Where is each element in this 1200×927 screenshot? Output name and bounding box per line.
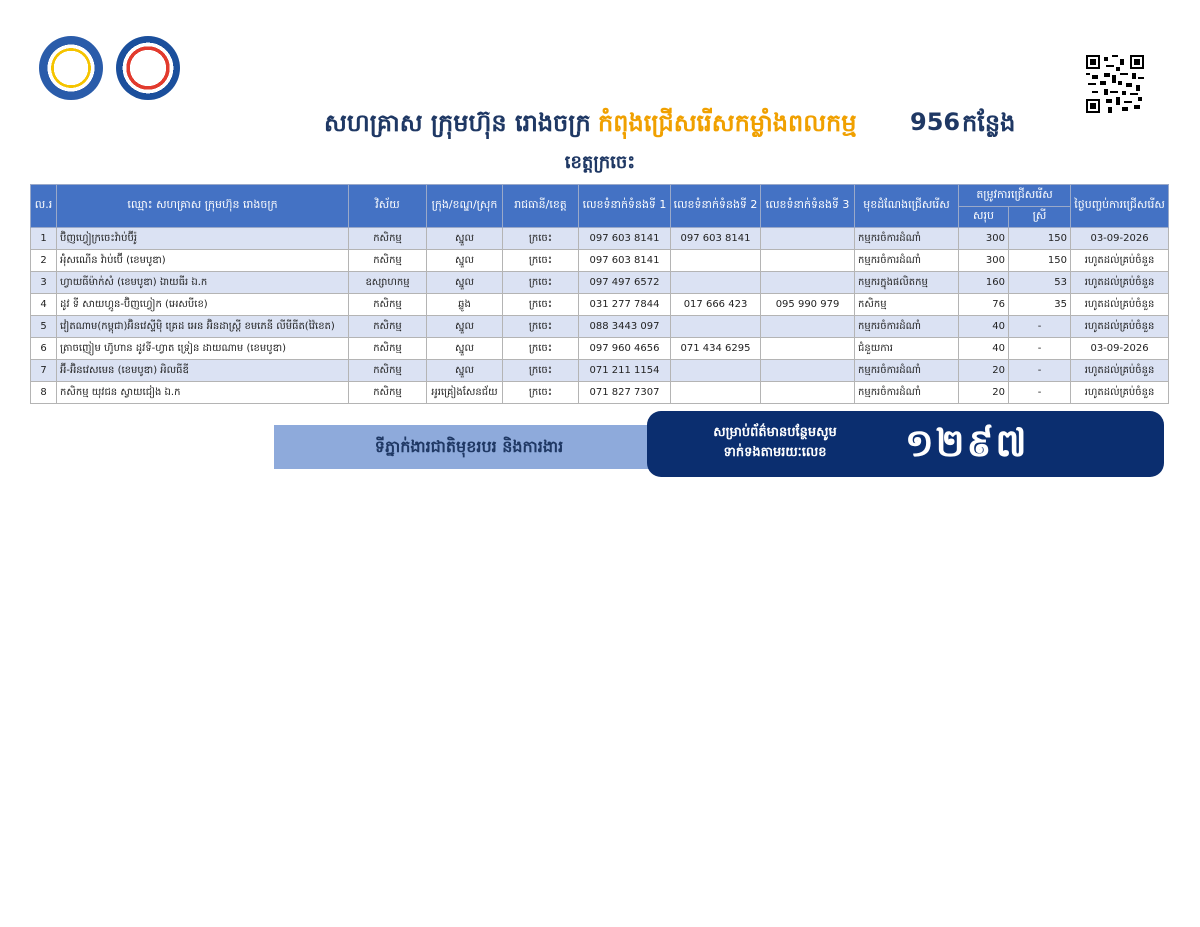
cell-female: -: [1009, 338, 1071, 360]
cell-deadline: រហូតដល់គ្រប់ចំនួន: [1071, 294, 1169, 316]
cell-phone2: [671, 316, 761, 338]
cell-total: 20: [959, 360, 1009, 382]
cell-district: អូរគ្រៀងសែនជ័យ: [427, 382, 503, 404]
col-no: ល.រ: [31, 185, 57, 228]
cell-district: ស្នួល: [427, 360, 503, 382]
cell-total: 40: [959, 316, 1009, 338]
cell-phone2: [671, 360, 761, 382]
hotline-box[interactable]: [647, 411, 1164, 477]
cell-phone1: 031 277 7844: [579, 294, 671, 316]
cell-position: កសិកម្ម: [855, 294, 959, 316]
cell-phone1: 071 211 1154: [579, 360, 671, 382]
page-title: [0, 108, 1200, 144]
cell-deadline: រហូតដល់គ្រប់ចំនួន: [1071, 360, 1169, 382]
col-total: សរុប: [959, 207, 1009, 228]
cell-sector: កសិកម្ម: [349, 338, 427, 360]
cell-name: អ៊ី-អ៊ិនវេសមេន (ខេមបូឌា) អិលធីឌី: [57, 360, 349, 382]
cell-province: ក្រចេះ: [503, 294, 579, 316]
cell-phone3: [761, 272, 855, 294]
province-title: ខេត្តក្រចេះ: [564, 152, 636, 173]
cell-phone3: [761, 338, 855, 360]
cell-no: 2: [31, 250, 57, 272]
ministry-emblem-icon: [39, 36, 103, 100]
cell-female: 150: [1009, 228, 1071, 250]
cell-phone1: 088 3443 097: [579, 316, 671, 338]
table-row: [31, 316, 1169, 338]
cell-phone2: [671, 382, 761, 404]
cell-phone2: 097 603 8141: [671, 228, 761, 250]
cell-province: ក្រចេះ: [503, 250, 579, 272]
cell-name: កសិកម្ម យុវជន ស្វាយជៀង ឯ.ក: [57, 382, 349, 404]
cell-female: -: [1009, 316, 1071, 338]
cell-sector: កសិកម្ម: [349, 360, 427, 382]
hotline-label-line1: សម្រាប់ព័ត៌មានបន្ថែមសូម: [713, 425, 837, 440]
cell-name: អ៉ុំសណើន វ៉ាប់ប៊ើ (ខេមបូឌា): [57, 250, 349, 272]
cell-sector: កសិកម្ម: [349, 382, 427, 404]
cell-phone1: 097 603 8141: [579, 228, 671, 250]
title-entities: សហគ្រាស ក្រុមហ៊ុន រោងចក្រ: [324, 109, 591, 137]
cell-no: 7: [31, 360, 57, 382]
cell-total: 160: [959, 272, 1009, 294]
cell-position: កម្មករចំការដំណាំ: [855, 360, 959, 382]
cell-district: ឆ្លូង: [427, 294, 503, 316]
cell-phone2: [671, 272, 761, 294]
col-sector: វិស័យ: [349, 185, 427, 228]
hotline-label-line2: ទាក់ទងតាមរយៈលេខ: [723, 445, 827, 460]
cell-position: កម្មករចំការដំណាំ: [855, 250, 959, 272]
cell-phone1: 097 603 8141: [579, 250, 671, 272]
cell-deadline: រហូតដល់គ្រប់ចំនួន: [1071, 250, 1169, 272]
cell-female: 150: [1009, 250, 1071, 272]
cell-province: ក្រចេះ: [503, 272, 579, 294]
hotline-number[interactable]: ១២៩៧: [905, 421, 1029, 465]
col-deadline: ថ្ងៃបញ្ចប់ការជ្រើសរើស: [1071, 185, 1169, 228]
cell-phone2: [671, 250, 761, 272]
cell-phone3: [761, 250, 855, 272]
cell-no: 6: [31, 338, 57, 360]
cell-sector: កសិកម្ម: [349, 250, 427, 272]
cell-no: 8: [31, 382, 57, 404]
job-table: [30, 184, 1169, 404]
cell-total: 40: [959, 338, 1009, 360]
col-position: មុខដំណែងជ្រើសរើស: [855, 185, 959, 228]
cell-position: ជំនួយការ: [855, 338, 959, 360]
cell-total: 20: [959, 382, 1009, 404]
positions-count: 956: [910, 108, 961, 136]
cell-deadline: រហូតដល់គ្រប់ចំនួន: [1071, 272, 1169, 294]
cell-province: ក្រចេះ: [503, 228, 579, 250]
table-row: [31, 228, 1169, 250]
cell-no: 3: [31, 272, 57, 294]
title-recruiting: កំពុងជ្រើសរើសកម្លាំងពលកម្ម: [598, 109, 857, 137]
cell-sector: ឧស្សាហកម្ម: [349, 272, 427, 294]
cell-phone3: 095 990 979: [761, 294, 855, 316]
cell-district: ស្នួល: [427, 338, 503, 360]
col-recruit: តម្រូវការជ្រើសរើស: [959, 185, 1071, 207]
agency-emblem-icon: [116, 36, 180, 100]
cell-position: កម្មករចំការដំណាំ: [855, 382, 959, 404]
positions-unit: កន្លែង: [962, 109, 1016, 137]
cell-phone1: 097 497 6572: [579, 272, 671, 294]
col-name: ឈ្មោះ សហគ្រាស ក្រុមហ៊ុន រោងចក្រ: [57, 185, 349, 228]
cell-sector: កសិកម្ម: [349, 228, 427, 250]
cell-district: ស្នួល: [427, 316, 503, 338]
cell-female: 53: [1009, 272, 1071, 294]
qr-code-icon[interactable]: [1086, 55, 1144, 113]
cell-sector: កសិកម្ម: [349, 316, 427, 338]
cell-no: 5: [31, 316, 57, 338]
cell-phone3: [761, 360, 855, 382]
cell-deadline: 03-09-2026: [1071, 338, 1169, 360]
table-row: [31, 272, 1169, 294]
cell-position: កម្មករចំការដំណាំ: [855, 228, 959, 250]
cell-total: 300: [959, 250, 1009, 272]
table-row: [31, 250, 1169, 272]
cell-province: ក្រចេះ: [503, 360, 579, 382]
cell-female: -: [1009, 382, 1071, 404]
cell-position: កម្មករក្នុងផលិតកម្ម: [855, 272, 959, 294]
table-row: [31, 338, 1169, 360]
cell-province: ក្រចេះ: [503, 382, 579, 404]
col-province: រាជធានី/ខេត្ត: [503, 185, 579, 228]
cell-name: វៀតណាម(កម្ពុជា)អ៊ិនវេស្ទីម៉ិ គ្រេដ អេន អ៊ិនដាស្ត្រី ខមភេនី លីមីធីត(វ៉ៃខេត): [57, 316, 349, 338]
cell-district: ស្នួល: [427, 272, 503, 294]
cell-name: ហ្វាយធីម៉ាក់សំ (ខេមបូឌា) ឯាយធីរ ឯ.ក: [57, 272, 349, 294]
table-row: [31, 382, 1169, 404]
table-row: [31, 294, 1169, 316]
cell-deadline: រហូតដល់គ្រប់ចំនួន: [1071, 316, 1169, 338]
cell-phone3: [761, 228, 855, 250]
cell-phone3: [761, 316, 855, 338]
table-row: [31, 360, 1169, 382]
cell-sector: កសិកម្ម: [349, 294, 427, 316]
cell-district: ស្នួល: [427, 250, 503, 272]
cell-phone1: 097 960 4656: [579, 338, 671, 360]
cell-province: ក្រចេះ: [503, 316, 579, 338]
col-phone1: លេខទំនាក់ទំនងទី 1: [579, 185, 671, 228]
cell-female: -: [1009, 360, 1071, 382]
cell-name: ត្រាចញៀម ហ៊ូហាន ដូវទី-ហ្វាត ទ្រៀន ដាយណាម (ខេមបូឌា): [57, 338, 349, 360]
cell-name: ដូវ ទី សាយហ្គូន-ប៊ិញហ្វៀក (អេសបីខេ): [57, 294, 349, 316]
cell-phone3: [761, 382, 855, 404]
cell-total: 76: [959, 294, 1009, 316]
cell-no: 4: [31, 294, 57, 316]
cell-district: ស្នួល: [427, 228, 503, 250]
agency-banner: ទីភ្នាក់ងារជាតិមុខរបរ និងការងារ: [274, 425, 664, 469]
cell-province: ក្រចេះ: [503, 338, 579, 360]
col-phone2: លេខទំនាក់ទំនងទី 2: [671, 185, 761, 228]
cell-phone1: 071 827 7307: [579, 382, 671, 404]
cell-total: 300: [959, 228, 1009, 250]
col-female: ស្រី: [1009, 207, 1071, 228]
col-phone3: លេខទំនាក់ទំនងទី 3: [761, 185, 855, 228]
cell-position: កម្មករចំការដំណាំ: [855, 316, 959, 338]
col-district: ក្រុង/ខណ្ឌ/ស្រុក: [427, 185, 503, 228]
cell-deadline: រហូតដល់គ្រប់ចំនួន: [1071, 382, 1169, 404]
cell-phone2: 017 666 423: [671, 294, 761, 316]
hotline-label: [685, 423, 865, 463]
cell-no: 1: [31, 228, 57, 250]
cell-name: ប៊ិញហ្វៀក្រចេះវ៉ាប់ប៊ីរ៉ូ: [57, 228, 349, 250]
cell-female: 35: [1009, 294, 1071, 316]
cell-phone2: 071 434 6295: [671, 338, 761, 360]
cell-deadline: 03-09-2026: [1071, 228, 1169, 250]
